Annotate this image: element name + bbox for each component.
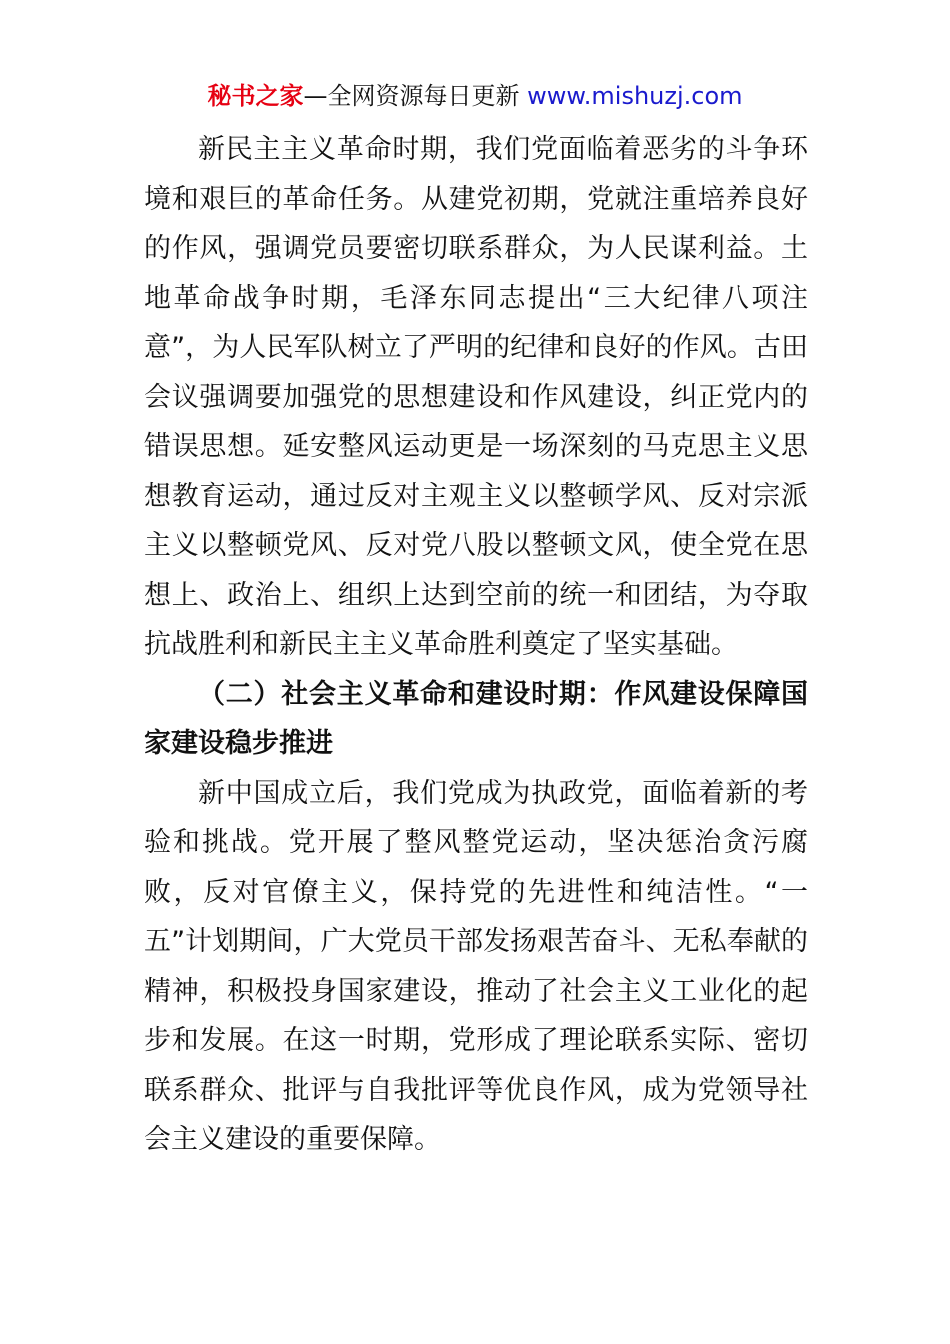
body-paragraph: 新中国成立后，我们党成为执政党，面临着新的考验和挑战。党开展了整风整党运动，坚决惩治贪污腐败，反对官僚主义，保持党的先进性和纯洁性。“一五”计划期间，广大党员干部发扬艰苦奋斗、无私奉献的精神，积极投身国家建设，推动了社会主义工业化的起步和发展。在这一时期，党形成了理论联系实际、密切联系群众、批评与自我批评等优良作风，成为党领导社会主义建设的重要保障。 — [144, 777, 808, 1155]
section-heading: （二）社会主义革命和建设时期：作风建设保障国家建设稳步推进 — [144, 678, 808, 759]
site-brand: 秘书之家 — [207, 82, 304, 110]
document-body — [144, 125, 808, 1165]
body-paragraph: 新民主主义革命时期，我们党面临着恶劣的斗争环境和艰巨的革命任务。从建党初期，党就注重培养良好的作风，强调党员要密切联系群众，为人民谋利益。土地革命战争时期，毛泽东同志提出“三大纪律八项注意”，为人民军队树立了严明的纪律和良好的作风。古田会议强调要加强党的思想建设和作风建设，纠正党内的错误思想。延安整风运动更是一场深刻的马克思主义思想教育运动，通过反对主观主义以整顿学风、反对宗派主义以整顿党风、反对党八股以整顿文风，使全党在思想上、政治上、组织上达到空前的统一和团结，为夺取抗战胜利和新民主主义革命胜利奠定了坚实基础。 — [144, 134, 808, 660]
site-tagline: —全网资源每日更新 — [303, 82, 528, 110]
site-header — [0, 80, 950, 112]
site-url-link[interactable]: www.mishuzj.com — [527, 82, 743, 110]
